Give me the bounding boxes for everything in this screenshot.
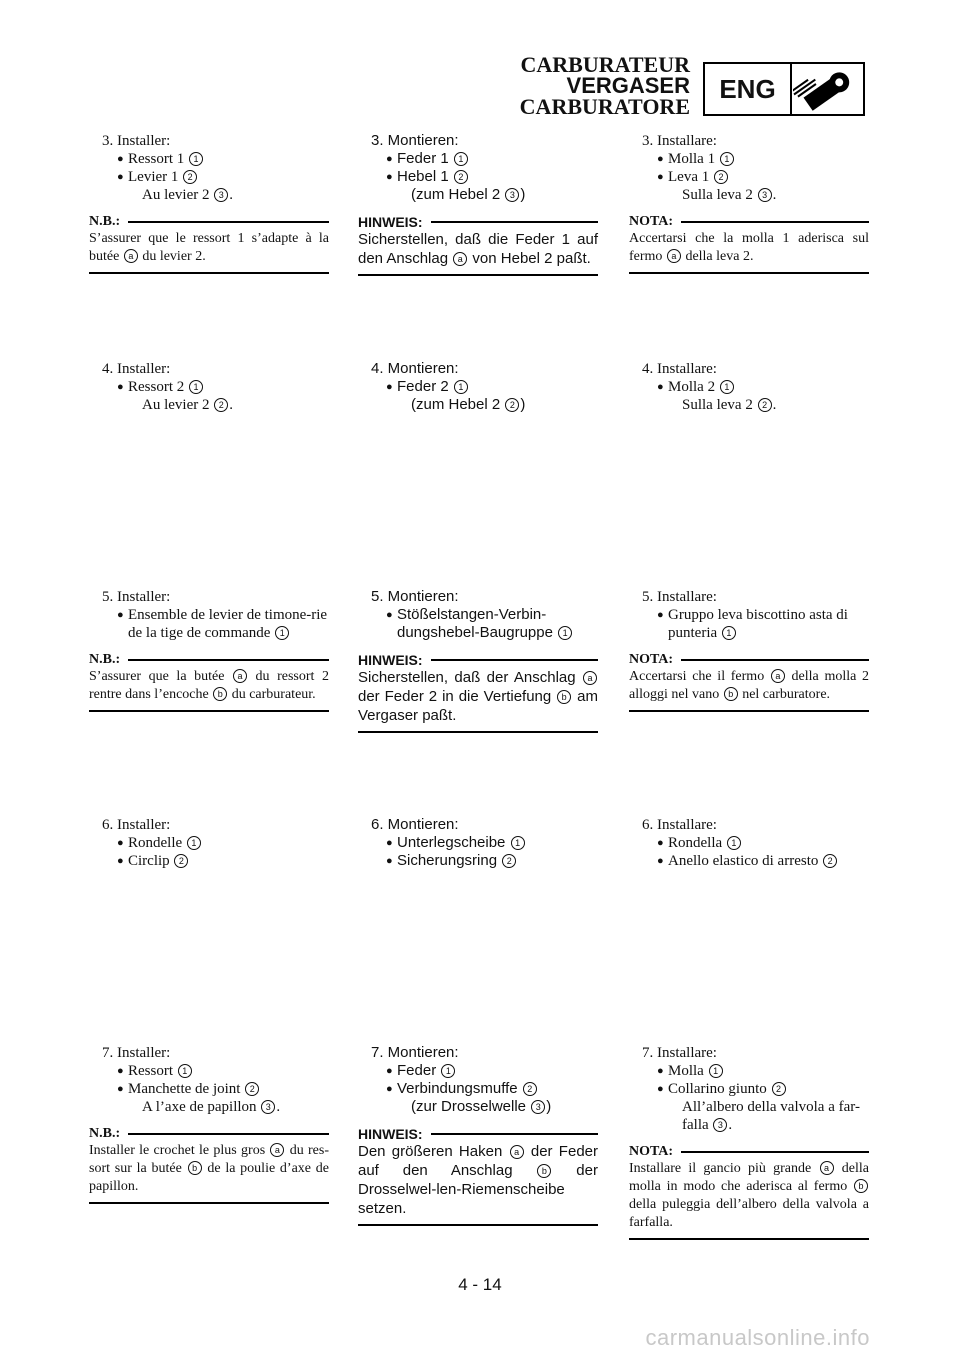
- step-heading: 6. Montieren:: [371, 816, 459, 833]
- note-label: NOTA:: [629, 652, 674, 667]
- list-item: ● Feder 2 1: [397, 378, 598, 396]
- step-heading: 5. Montieren:: [371, 588, 459, 605]
- step-7-de: [358, 1044, 598, 1226]
- note-box: [89, 652, 329, 712]
- step-6-it: [629, 816, 869, 870]
- page-number: 4 - 14: [458, 1275, 502, 1294]
- step-detail: All’albero della valvola a far-falla 3 .: [682, 1099, 860, 1133]
- list-item: ● Ressort 2 1: [128, 378, 329, 396]
- step-detail: Au levier 2 2 .: [142, 397, 233, 413]
- list-item: ● Feder 1 1: [397, 150, 598, 168]
- note-body: Accertarsi che il fermo a della molla 2 alloggi nel vano b nel carburatore.: [629, 669, 870, 702]
- note-body: Den größeren Haken a der Feder auf den Anschlag b der Drosselwel-len-Riemenscheibe setzen.: [358, 1143, 598, 1217]
- list-item: ● Molla 1 1: [668, 150, 869, 168]
- note-box: [358, 1126, 598, 1226]
- step-heading: 6. Installer:: [102, 817, 171, 833]
- list-item: ● Anello elastico di arresto 2: [668, 852, 869, 870]
- section-tag-box: [703, 62, 865, 116]
- step-3-fr: [89, 132, 329, 274]
- note-label: NOTA:: [629, 1144, 674, 1159]
- list-item: ● Rondella 1: [668, 834, 869, 852]
- list-item: ● Molla 2 1: [668, 378, 869, 396]
- step-heading: 4. Montieren:: [371, 360, 459, 377]
- note-body: Installer le crochet le plus gros a du res-sort sur la butée b de la poulie d’axe de papillon.: [89, 1143, 329, 1194]
- step-7-it: [629, 1044, 869, 1240]
- step-heading: 3. Installare:: [642, 133, 717, 149]
- note-body: S’assurer que le ressort 1 s’adapte à la butée a du levier 2.: [89, 231, 329, 264]
- step-3-de: [358, 132, 598, 276]
- note-label: NOTA:: [629, 214, 674, 229]
- step-6-de: [358, 816, 598, 870]
- engine-piston-icon: [792, 64, 863, 114]
- step-4-fr: [89, 360, 329, 414]
- step-3-it: [629, 132, 869, 274]
- note-box: [89, 1126, 329, 1204]
- step-5-it: [629, 588, 869, 712]
- list-item: ● Verbindungsmuffe 2: [397, 1080, 598, 1098]
- list-item: ● Sicherungsring 2: [397, 852, 598, 870]
- list-item: ● Circlip 2: [128, 852, 329, 870]
- step-detail: (zum Hebel 2 2 ): [411, 396, 526, 413]
- step-detail: (zum Hebel 2 3 ): [411, 186, 526, 203]
- list-item: ● Unterlegscheibe 1: [397, 834, 598, 852]
- note-body: Sicherstellen, daß der Anschlag a der Feder 2 in die Vertiefung b am Vergaser paßt.: [358, 669, 598, 724]
- step-heading: 6. Installare:: [642, 817, 717, 833]
- list-item: ● Hebel 1 2: [397, 168, 598, 186]
- note-label: N.B.:: [89, 652, 121, 667]
- watermark: carmanualsonline.info: [645, 1325, 870, 1350]
- note-box: [629, 214, 869, 274]
- note-body: Installare il gancio più grande a della molla in modo che aderisca al fermo b della puleggia dell’albero della valvola a farfalla.: [629, 1161, 869, 1230]
- step-7-fr: [89, 1044, 329, 1204]
- note-box: [629, 1144, 869, 1240]
- step-4-de: [358, 360, 598, 414]
- step-heading: 3. Installer:: [102, 133, 171, 149]
- note-label: N.B.:: [89, 1126, 121, 1141]
- list-item: ● Stößelstangen-Verbin-dungshebel-Baugruppe 1: [397, 606, 598, 642]
- step-detail: A l’axe de papillon 3 .: [142, 1099, 281, 1115]
- step-heading: 7. Installare:: [642, 1045, 717, 1061]
- step-heading: 4. Installer:: [102, 361, 171, 377]
- list-item: ● Rondelle 1: [128, 834, 329, 852]
- note-label: HINWEIS:: [358, 214, 423, 230]
- list-item: ● Collarino giunto 2: [668, 1080, 869, 1098]
- note-body: Sicherstellen, daß die Feder 1 auf den Anschlag a von Hebel 2 paßt.: [358, 231, 598, 267]
- list-item: ● Ressort 1 1: [128, 150, 329, 168]
- step-detail: (zur Drosselwelle 3 ): [411, 1098, 552, 1115]
- step-heading: 4. Installare:: [642, 361, 717, 377]
- list-item: ● Levier 1 2: [128, 168, 329, 186]
- list-item: ● Feder 1: [397, 1062, 598, 1080]
- title-it: CARBURATORE: [519, 94, 690, 119]
- note-body: S’assurer que la butée a du ressort 2 rentre dans l’encoche b du carburateur.: [89, 669, 329, 702]
- note-box: [89, 214, 329, 274]
- step-heading: 5. Installer:: [102, 589, 171, 605]
- list-item: ● Gruppo leva biscottino asta di punteria 1: [657, 607, 848, 641]
- section-tag: ENG: [705, 64, 792, 114]
- title-de: VERGASER: [566, 73, 690, 98]
- note-label: HINWEIS:: [358, 1126, 423, 1142]
- step-5-de: [358, 588, 598, 733]
- note-label: N.B.:: [89, 214, 121, 229]
- list-item: ● Ensemble de levier de timone-rie de la tige de commande 1: [117, 607, 328, 641]
- step-6-fr: [89, 816, 329, 870]
- step-heading: 7. Installer:: [102, 1045, 171, 1061]
- list-item: ● Molla 1: [668, 1062, 869, 1080]
- note-box: [358, 214, 598, 276]
- list-item: ● Manchette de joint 2: [128, 1080, 329, 1098]
- note-box: [358, 652, 598, 733]
- step-detail: Sulla leva 2 2 .: [682, 397, 777, 413]
- step-heading: 3. Montieren:: [371, 132, 459, 149]
- step-detail: Au levier 2 3 .: [142, 187, 233, 203]
- section-title: [520, 54, 690, 117]
- list-item: ● Leva 1 2: [668, 168, 869, 186]
- list-item: ● Ressort 1: [128, 1062, 329, 1080]
- step-4-it: [629, 360, 869, 414]
- note-body: Accertarsi che la molla 1 aderisca sul fermo a della leva 2.: [629, 231, 869, 264]
- step-heading: 7. Montieren:: [371, 1044, 459, 1061]
- step-heading: 5. Installare:: [642, 589, 717, 605]
- title-fr: CARBURATEUR: [520, 52, 690, 77]
- note-box: [629, 652, 869, 712]
- step-5-fr: [89, 588, 329, 712]
- step-detail: Sulla leva 2 3 .: [682, 187, 777, 203]
- note-label: HINWEIS:: [358, 652, 423, 668]
